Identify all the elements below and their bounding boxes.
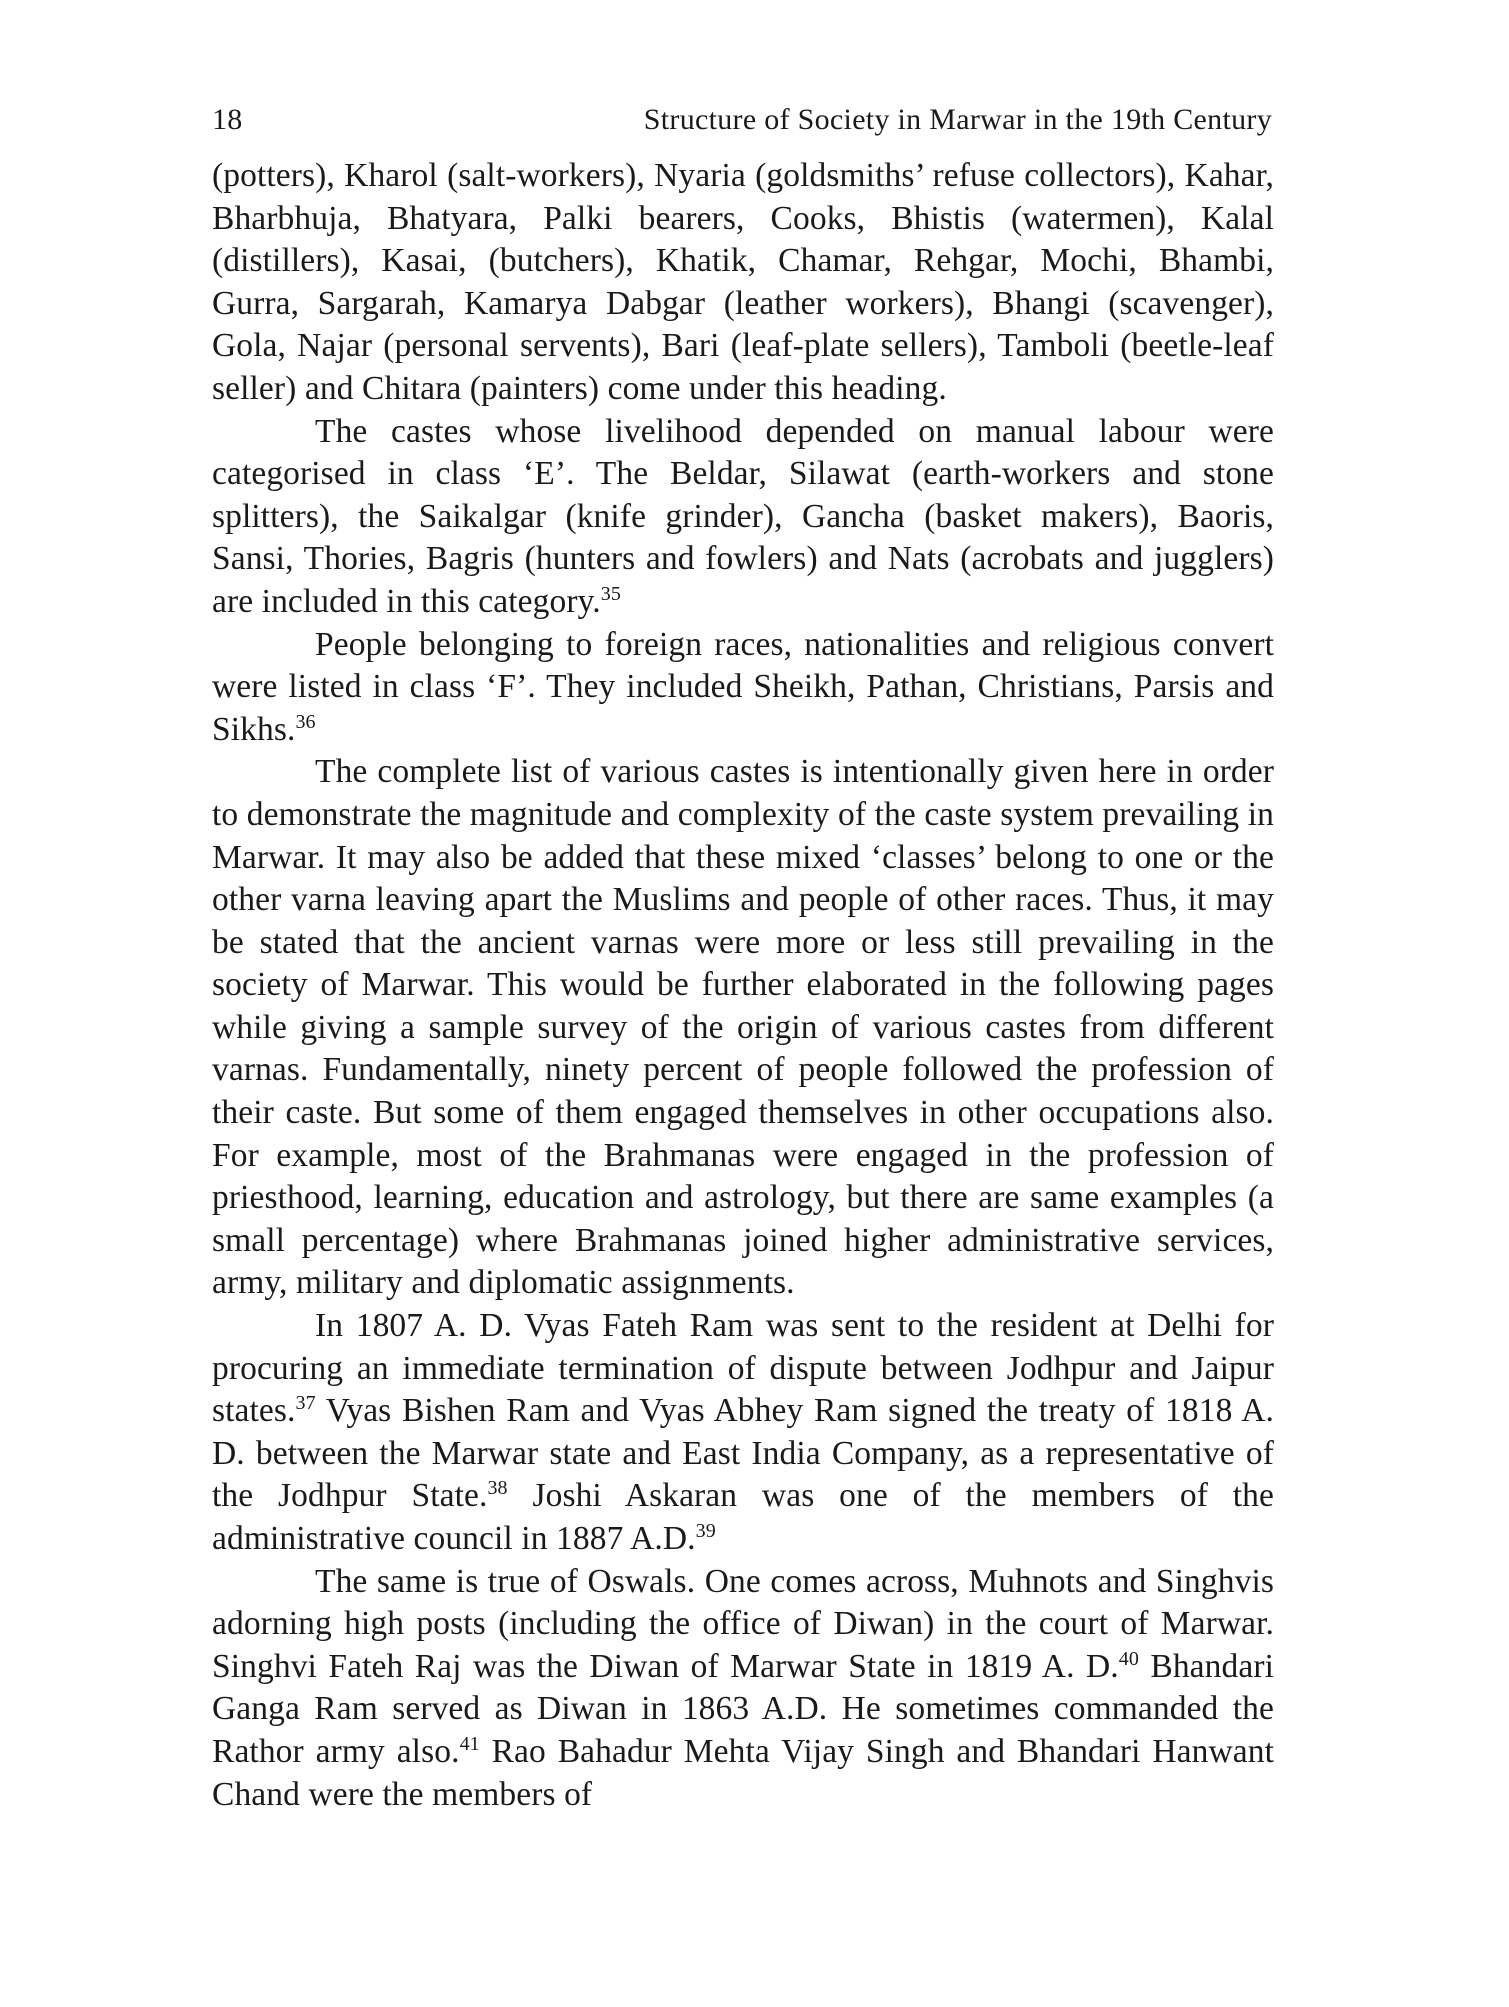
footnote-ref: 37 (295, 1392, 316, 1415)
footnote-ref: 39 (695, 1519, 716, 1542)
paragraph (212, 751, 1274, 1305)
paragraph-text: People belonging to foreign races, nationalities and religious convert were listed in class ‘F’. They included Sheikh, Pathan, Christians, Parsis and Sikhs. (212, 625, 1274, 748)
paragraph (212, 155, 1274, 411)
paragraph-text: In 1807 A. D. Vyas Fateh Ram was sent to the resident at Delhi for procuring an immediate termination of dispute between Jodhpur and Jaipur states. (212, 1307, 1274, 1430)
footnote-ref: 36 (295, 710, 316, 733)
page-number: 18 (212, 103, 243, 136)
footnote-ref: 41 (459, 1732, 480, 1755)
paragraph (212, 1561, 1274, 1817)
paragraph (212, 1305, 1274, 1561)
paragraph-text: The complete list of various castes is intentionally given here in order to demonstrate the magnitude and complexity of the caste system prevailing in Marwar. It may also be added that these mixed ‘classes’ belong to one or the other varna leaving apart the Muslims and people of other races. Thus, it may be stated that the ancient varnas were more or less still prevailing in the society of Marwar. This would be further elaborated in the following pages while giving a sample survey of the origin of various castes from different varnas. Fundamentally, ninety percent of people followed the profession of their caste. But some of them engaged themselves in other occupations also. For example, most of the Brahmanas were engaged in the profession of priesthood, learning, education and astrology, but there are same examples (a small percentage) where Brahmanas joined higher administrative services, army, military and diplomatic assignments. (212, 753, 1274, 1302)
footnote-ref: 40 (1118, 1647, 1139, 1670)
paragraph-text: The castes whose livelihood depended on manual labour were categorised in class ‘E’. The Beldar, Silawat (earth-workers and stone splitters), the Saikalgar (knife grinder), Gancha (basket makers), Baoris, Sansi, Thories, Bagris (hunters and fowlers) and Nats (acrobats and jugglers) are included in this category. (212, 412, 1274, 620)
footnote-ref: 38 (487, 1477, 508, 1500)
running-title: Structure of Society in Marwar in the 19th Century (643, 103, 1272, 136)
paragraph-text: The same is true of Oswals. One comes across, Muhnots and Singhvis adorning high posts (including the office of Diwan) in the court of Marwar. Singhvi Fateh Raj was the Diwan of Marwar State in 1819 A. D. (212, 1562, 1274, 1685)
paragraph-text: Joshi Askaran was one of the members of the administrative council in 1887 A.D. (212, 1477, 1275, 1557)
footnote-ref: 35 (600, 582, 621, 605)
body-text (212, 155, 1274, 1816)
paragraph (212, 411, 1274, 624)
paragraph-text: Bhandari Ganga Ram served as Diwan in 1863 A.D. He sometimes commanded the Rathor army also. (212, 1647, 1274, 1770)
paragraph-text: Rao Bahadur Mehta Vijay Singh and Bhandari Hanwant Chand were the members of (212, 1732, 1275, 1813)
paragraph (212, 624, 1274, 752)
paragraph-text: Vyas Bishen Ram and Vyas Abhey Ram signed the treaty of 1818 A. D. between the Marwar state and East India Company, as a representative of the Jodhpur State. (212, 1392, 1274, 1515)
paragraph-text: (potters), Kharol (salt-workers), Nyaria (goldsmiths’ refuse collectors), Kahar, Bharbhuja, Bhatyara, Palki bearers, Cooks, Bhistis (watermen), Kalal (distillers), Kasai, (butchers), Khatik, Chamar, Rehgar, Mochi, Bhambi, Gurra, Sargarah, Kamarya Dabgar (leather workers), Bhangi (scavenger), Gola, Najar (personal servents), Bari (leaf-plate sellers), Tamboli (beetle-leaf seller) and Chitara (painters) come under this heading. (212, 157, 1274, 407)
